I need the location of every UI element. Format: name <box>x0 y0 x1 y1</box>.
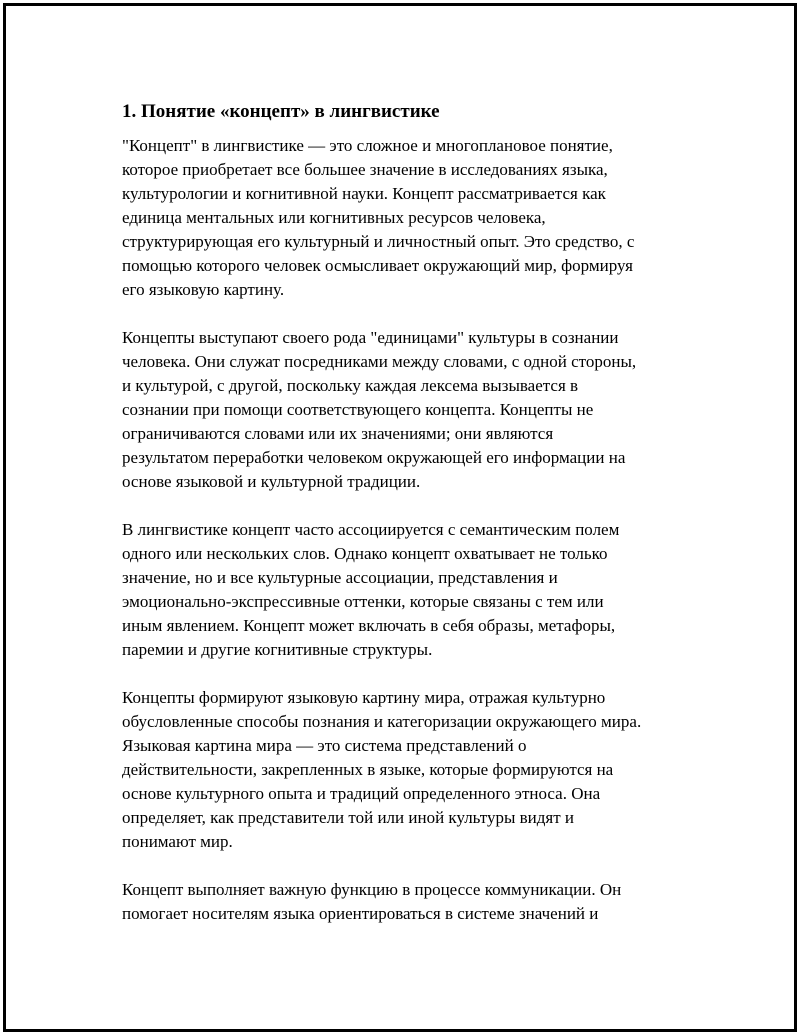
text-line: помогает носителям языка ориентироваться в системе значений и <box>122 904 599 923</box>
text-line: значение, но и все культурные ассоциации, представления и <box>122 568 558 587</box>
text-line: понимают мир. <box>122 832 233 851</box>
text-line: и культурой, с другой, поскольку каждая лексема вызывается в <box>122 376 579 395</box>
text-line: культурологии и когнитивной науки. Концепт рассматривается как <box>122 184 606 203</box>
text-line: Концепт выполняет важную функцию в процессе коммуникации. Он <box>122 880 622 899</box>
paragraph <box>122 134 702 302</box>
text-line: основе культурного опыта и традиций определенного этноса. Она <box>122 784 601 803</box>
text-line: одного или нескольких слов. Однако концепт охватывает не только <box>122 544 608 563</box>
section-heading: 1. Понятие «концепт» в лингвистике <box>122 101 440 122</box>
text-line: сознании при помощи соответствующего концепта. Концепты не <box>122 400 594 419</box>
text-line: обусловленные способы познания и категоризации окружающего мира. <box>122 712 642 731</box>
text-line: структурирующая его культурный и личностный опыт. Это средство, с <box>122 232 635 251</box>
text-line: его языковую картину. <box>122 280 285 299</box>
text-line: основе языковой и культурной традиции. <box>122 472 421 491</box>
page-frame <box>3 3 797 1032</box>
text-line: В лингвистике концепт часто ассоциируется с семантическим полем <box>122 520 620 539</box>
paragraph <box>122 518 702 662</box>
text-line: эмоционально-экспрессивные оттенки, которые связаны с тем или <box>122 592 604 611</box>
paragraph <box>122 878 702 926</box>
paragraph-list <box>122 134 702 926</box>
text-line: Концепты выступают своего рода "единицами" культуры в сознании <box>122 328 619 347</box>
text-line: помощью которого человек осмысливает окружающий мир, формируя <box>122 256 633 275</box>
text-line: Концепты формируют языковую картину мира, отражая культурно <box>122 688 606 707</box>
text-line: ограничиваются словами или их значениями; они являются <box>122 424 554 443</box>
text-line: которое приобретает все большее значение в исследованиях языка, <box>122 160 608 179</box>
text-line: "Концепт" в лингвистике — это сложное и многоплановое понятие, <box>122 136 613 155</box>
text-line: единица ментальных или когнитивных ресурсов человека, <box>122 208 546 227</box>
text-line: человека. Они служат посредниками между словами, с одной стороны, <box>122 352 637 371</box>
text-line: результатом переработки человеком окружающей его информации на <box>122 448 626 467</box>
text-line: иным явлением. Концепт может включать в себя образы, метафоры, <box>122 616 616 635</box>
text-line: действительности, закрепленных в языке, которые формируются на <box>122 760 614 779</box>
paragraph <box>122 326 702 494</box>
paragraph <box>122 686 702 854</box>
text-line: определяет, как представители той или иной культуры видят и <box>122 808 575 827</box>
text-line: Языковая картина мира — это система представлений о <box>122 736 527 755</box>
text-line: паремии и другие когнитивные структуры. <box>122 640 433 659</box>
document-body <box>122 98 702 950</box>
